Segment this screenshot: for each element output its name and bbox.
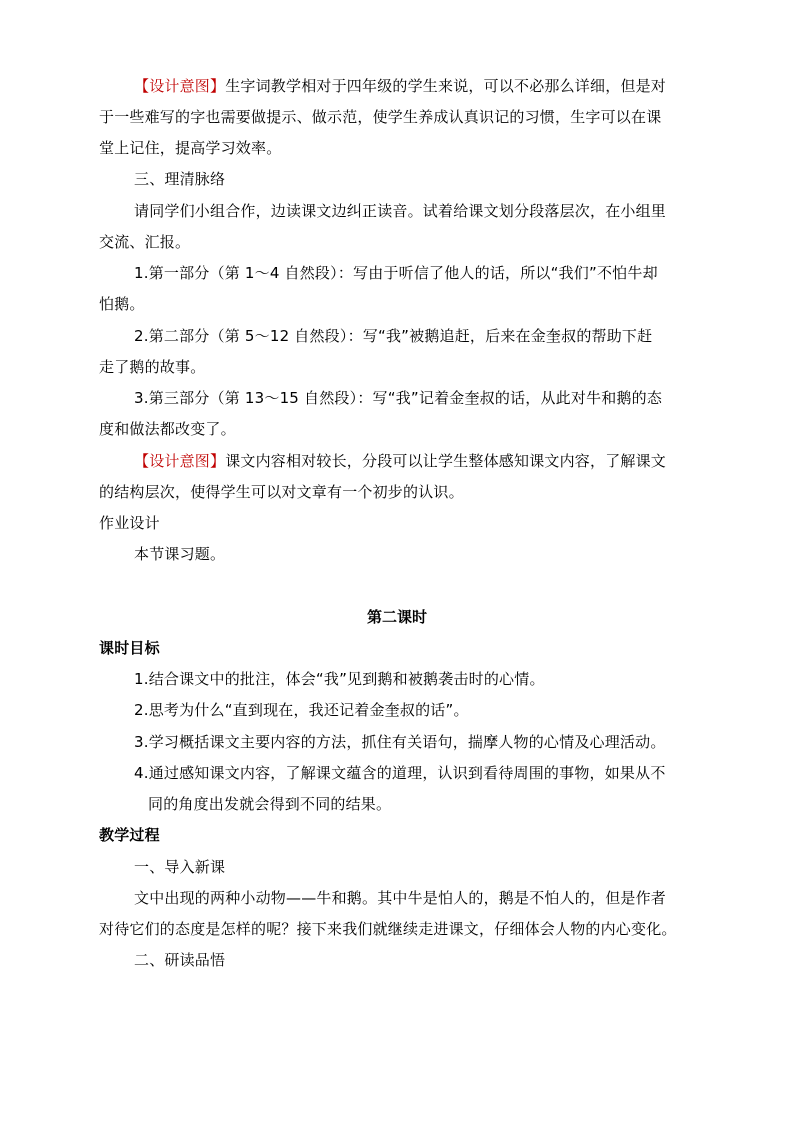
paragraph-text: 文中出现的两种小动物——牛和鹅。其中牛是怕人的，鹅是不怕人的，但是作者 xyxy=(134,889,667,907)
paragraph-text: 于一些难写的字也需要做提示、做示范，使学生养成认真识记的习惯，生字可以在课 xyxy=(99,108,662,126)
paragraph-text: 请同学们小组合作，边读课文边纠正读音。试着给课文划分段落层次，在小组里 xyxy=(134,202,667,220)
paragraph-text: 交流、汇报。 xyxy=(99,233,191,251)
design-intent-paragraph-2 xyxy=(134,451,666,471)
list-item-continuation: 走了鹅的故事。 xyxy=(99,358,206,376)
list-item: 3.第三部分（第 13～15 自然段）：写“我”记着金奎叔的话，从此对牛和鹅的态 xyxy=(134,389,663,407)
step-heading: 二、研读品悟 xyxy=(134,951,226,969)
homework-text: 本节课习题。 xyxy=(134,545,226,563)
design-intent-tag: 【设计意图】 xyxy=(134,77,226,95)
process-heading: 教学过程 xyxy=(99,826,160,844)
goal-item: 2.思考为什么“直到现在，我还记着金奎叔的话”。 xyxy=(134,701,469,719)
list-item-continuation: 怕鹅。 xyxy=(99,295,145,313)
design-intent-tag: 【设计意图】 xyxy=(134,452,226,470)
step-heading: 一、导入新课 xyxy=(134,858,226,876)
section-heading: 三、理清脉络 xyxy=(134,170,226,188)
list-item: 2.第二部分（第 5～12 自然段）：写“我”被鹅追赶，后来在金奎叔的帮助下赶 xyxy=(134,327,653,345)
paragraph-text: 生字词教学相对于四年级的学生来说，可以不必那么详细，但是对 xyxy=(225,77,667,95)
homework-heading: 作业设计 xyxy=(99,514,160,532)
paragraph-text: 课文内容相对较长，分段可以让学生整体感知课文内容，了解课文 xyxy=(225,452,667,470)
goals-heading: 课时目标 xyxy=(99,639,160,657)
goal-item: 4.通过感知课文内容，了解课文蕴含的道理，认识到看待周围的事物，如果从不 xyxy=(134,764,666,782)
goal-item-continuation: 同的角度出发就会得到不同的结果。 xyxy=(148,795,392,813)
paragraph-text: 的结构层次，使得学生可以对文章有一个初步的认识。 xyxy=(99,483,464,501)
design-intent-paragraph-1 xyxy=(134,76,666,96)
lesson-title: 第二课时 xyxy=(366,608,427,626)
list-item: 1.第一部分（第 1～4 自然段）：写由于听信了他人的话，所以“我们”不怕牛却 xyxy=(134,264,658,282)
paragraph-text: 堂上记住，提高学习效率。 xyxy=(99,139,282,157)
list-item-continuation: 度和做法都改变了。 xyxy=(99,420,236,438)
paragraph-text: 对待它们的态度是怎样的呢？接下来我们就继续走进课文，仔细体会人物的内心变化。 xyxy=(99,920,677,938)
goal-item: 3.学习概括课文主要内容的方法，抓住有关语句，揣摩人物的心情及心理活动。 xyxy=(134,733,666,751)
goal-item: 1.结合课文中的批注，体会“我”见到鹅和被鹅袭击时的心情。 xyxy=(134,670,545,688)
